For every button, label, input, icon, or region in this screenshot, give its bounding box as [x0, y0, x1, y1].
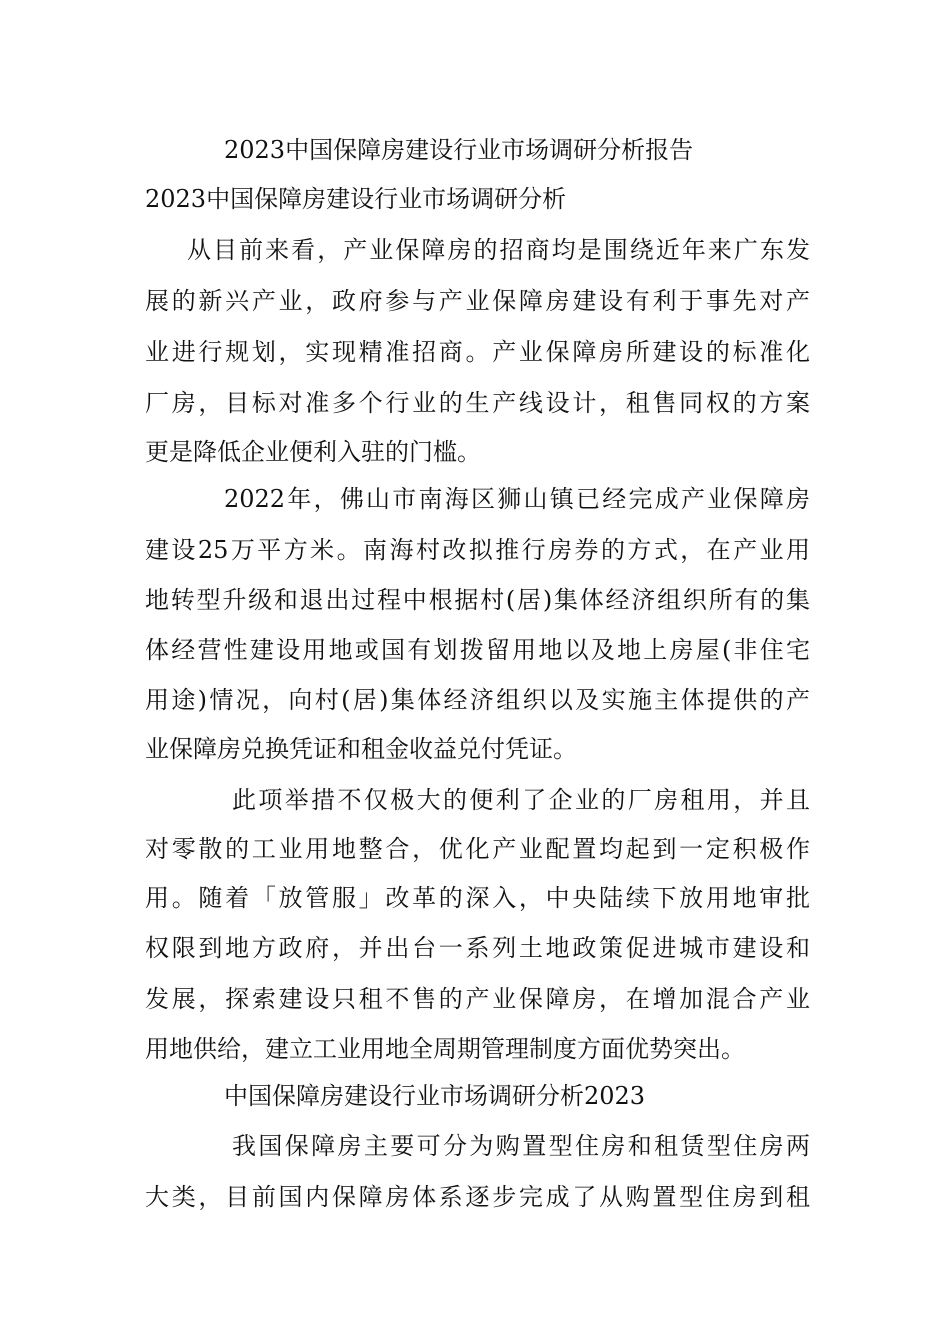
paragraph-line: 业进行规划，实现精准招商。产业保障房所建设的标准化 — [145, 338, 810, 366]
paragraph-line: 用。随着「放管服」改革的深入，中央陆续下放用地审批 — [145, 884, 810, 912]
paragraph-line: 用地供给，建立工业用地全周期管理制度方面优势突出。 — [145, 1035, 745, 1063]
paragraph-line: 对零散的工业用地整合，优化产业配置均起到一定积极作 — [145, 835, 810, 863]
paragraph-line: 展的新兴产业，政府参与产业保障房建设有利于事先对产 — [145, 287, 810, 315]
paragraph-line: 建设25万平方米。南海村改拟推行房券的方式，在产业用 — [145, 536, 810, 564]
paragraph-line: 权限到地方政府，并出台一系列土地政策促进城市建设和 — [145, 934, 810, 962]
paragraph-line: 业保障房兑换凭证和租金收益兑付凭证。 — [145, 735, 577, 763]
paragraph-line: 厂房，目标对准多个行业的生产线设计，租售同权的方案 — [145, 389, 810, 417]
paragraph-line: 此项举措不仅极大的便利了企业的厂房租用，并且 — [232, 786, 810, 814]
document-subtitle: 2023中国保障房建设行业市场调研分析 — [145, 185, 567, 213]
paragraph-line: 2022年，佛山市南海区狮山镇已经完成产业保障房 — [224, 485, 810, 513]
paragraph-line: 用途)情况，向村(居)集体经济组织以及实施主体提供的产 — [145, 686, 810, 714]
paragraph-line: 大类，目前国内保障房体系逐步完成了从购置型住房到租 — [145, 1183, 810, 1211]
section-heading: 中国保障房建设行业市场调研分析2023 — [224, 1082, 646, 1110]
paragraph-line: 更是降低企业便利入驻的门槛。 — [145, 438, 481, 466]
paragraph-line: 地转型升级和退出过程中根据村(居)集体经济组织所有的集 — [145, 586, 810, 614]
paragraph-line: 我国保障房主要可分为购置型住房和租赁型住房两 — [232, 1132, 810, 1160]
paragraph-line: 发展，探索建设只租不售的产业保障房，在增加混合产业 — [145, 985, 810, 1013]
document-title: 2023中国保障房建设行业市场调研分析报告 — [224, 136, 694, 164]
paragraph-line: 从目前来看，产业保障房的招商均是围绕近年来广东发 — [187, 236, 810, 264]
paragraph-line: 体经营性建设用地或国有划拨留用地以及地上房屋(非住宅 — [145, 636, 810, 664]
